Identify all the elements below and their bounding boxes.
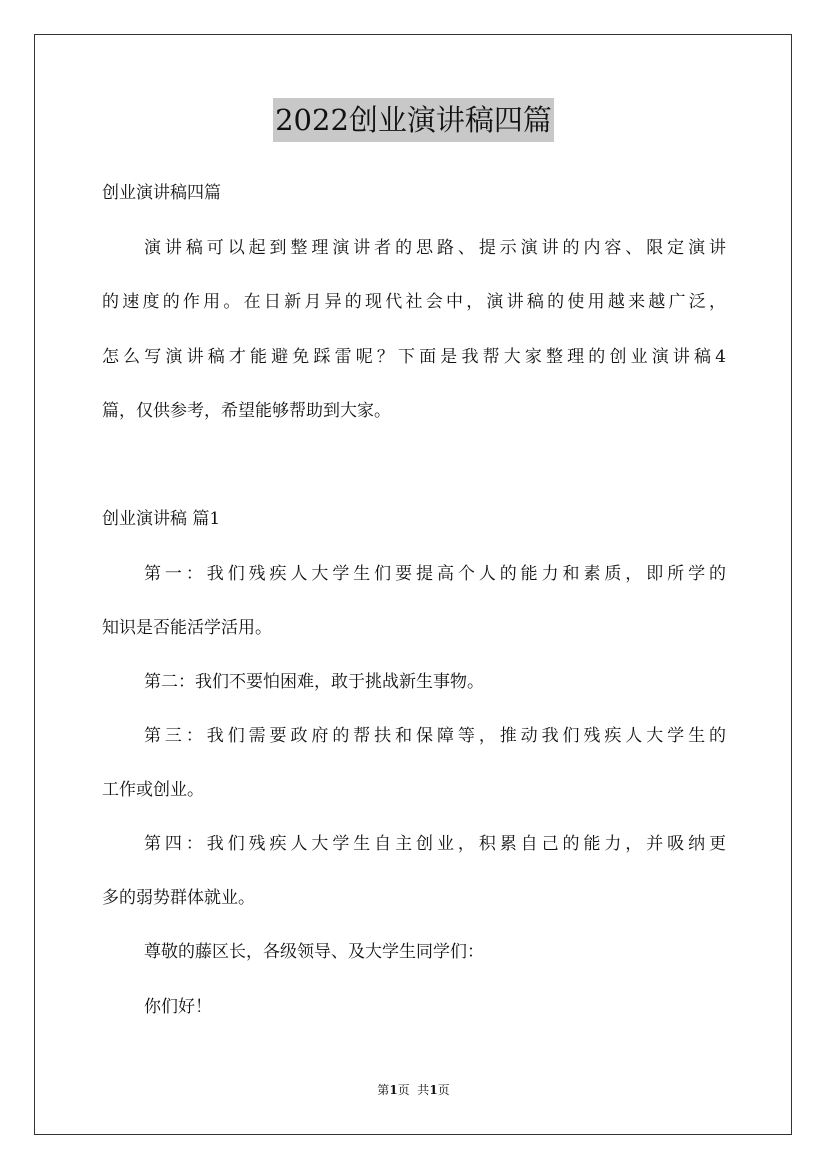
page-footer xyxy=(0,1082,827,1098)
intro-line-2: 的速度的作用。在日新月异的现代社会中，演讲稿的使用越来越广泛， xyxy=(102,292,726,312)
intro-line-3: 怎么写演讲稿才能避免踩雷呢？下面是我帮大家整理的创业演讲稿4 xyxy=(102,347,726,367)
body-line-8: 尊敬的藤区长，各级领导、及大学生同学们： xyxy=(144,942,484,962)
footer-page-prefix: 第 xyxy=(377,1083,390,1097)
title-container xyxy=(0,98,827,142)
body-line-9: 你们好！ xyxy=(144,997,212,1017)
document-subtitle: 创业演讲稿四篇 xyxy=(102,183,221,203)
section-heading: 创业演讲稿 篇1 xyxy=(102,509,221,529)
footer-page-total: 1 xyxy=(429,1083,438,1097)
intro-line-1: 演讲稿可以起到整理演讲者的思路、提示演讲的内容、限定演讲 xyxy=(144,238,726,258)
body-line-2: 知识是否能活学活用。 xyxy=(102,618,272,638)
body-line-3: 第二：我们不要怕困难，敢于挑战新生事物。 xyxy=(144,672,484,692)
body-line-5: 工作或创业。 xyxy=(102,780,204,800)
body-line-7: 多的弱势群体就业。 xyxy=(102,888,255,908)
body-line-1: 第一：我们残疾人大学生们要提高个人的能力和素质，即所学的 xyxy=(144,564,726,584)
footer-page-mid: 页 共 xyxy=(397,1083,430,1097)
document-title: 2022创业演讲稿四篇 xyxy=(273,98,554,142)
body-line-6: 第四：我们残疾人大学生自主创业，积累自己的能力，并吸纳更 xyxy=(144,834,726,854)
footer-page-suffix: 页 xyxy=(437,1083,450,1097)
footer-page-current: 1 xyxy=(389,1083,398,1097)
intro-line-4: 篇，仅供参考，希望能够帮助到大家。 xyxy=(102,401,391,421)
body-line-4: 第三：我们需要政府的帮扶和保障等，推动我们残疾人大学生的 xyxy=(144,726,726,746)
